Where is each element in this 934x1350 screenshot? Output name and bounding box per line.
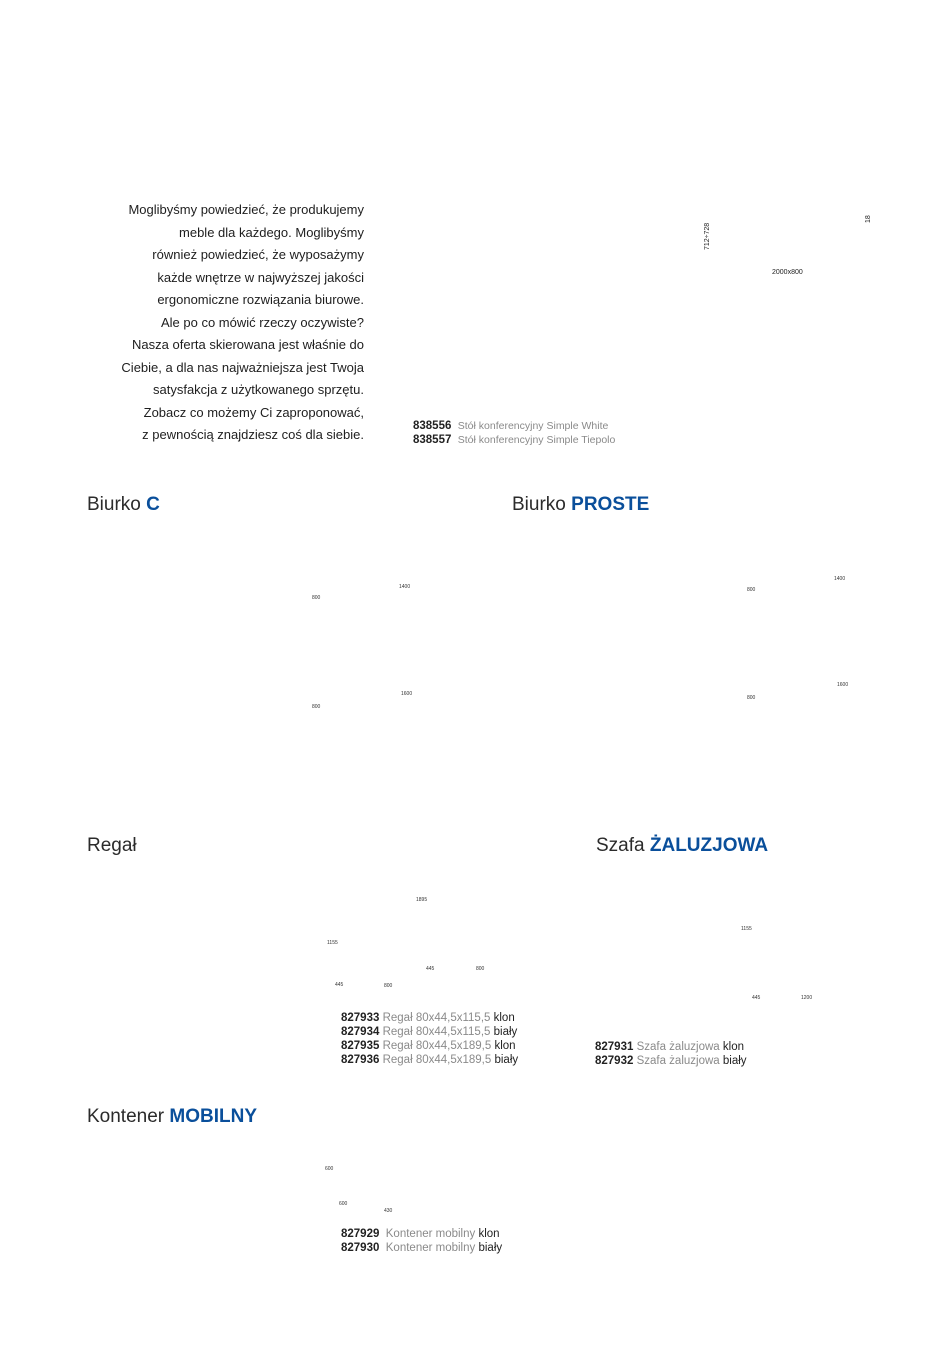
product-code-row [413, 433, 615, 447]
product-desc: Szafa żaluzjowa [636, 1041, 720, 1053]
product-code: 827929 [341, 1228, 380, 1240]
conference-table-top-dim: 18 [865, 215, 872, 223]
conference-table-codes [413, 419, 615, 447]
kontener-depth-dim: 600 [339, 1201, 348, 1207]
kontener-width-dim: 430 [384, 1208, 393, 1214]
product-desc: Kontener mobilny [385, 1242, 476, 1254]
biurko-c-width-dim: 1600 [401, 691, 413, 697]
product-code: 827931 [595, 1041, 634, 1053]
product-desc: Regał 80x44,5x115,5 [382, 1026, 491, 1038]
title-accent: PROSTE [571, 494, 650, 515]
title-accent: C [146, 494, 160, 515]
intro-line: Zobacz co możemy Ci zaproponować, [143, 404, 364, 420]
product-color: klon [493, 1012, 515, 1024]
product-desc: Stół konferencyjny Simple White [457, 420, 609, 432]
regal-depth-dim: 445 [426, 966, 435, 972]
biurko-c-depth-dim: 800 [312, 704, 321, 710]
intro-line: Ciebie, a dla nas najważniejsza jest Twoja [121, 359, 364, 375]
title-accent: ŻALUZJOWA [649, 835, 769, 856]
biurko-c-width-dim: 1400 [399, 584, 411, 590]
product-code-row [413, 419, 615, 433]
product-code: 838557 [413, 434, 452, 446]
szafa-depth-dim: 445 [752, 995, 761, 1001]
section-title-regal [87, 836, 137, 855]
product-code-row [341, 1025, 518, 1039]
title-regular: Szafa [596, 835, 645, 856]
regal-width-dim: 800 [384, 983, 393, 989]
section-title-szafa [596, 836, 768, 855]
product-code-row [341, 1227, 502, 1241]
regal-codes [341, 1011, 518, 1067]
intro-line: satysfakcja z użytkowanego sprzętu. [153, 382, 364, 397]
product-desc: Regał 80x44,5x189,5 [382, 1040, 492, 1052]
product-code: 827933 [341, 1012, 380, 1024]
product-color: biały [722, 1055, 747, 1067]
regal-depth-dim: 445 [335, 982, 344, 988]
product-color: biały [493, 1026, 518, 1038]
product-code: 827936 [341, 1054, 380, 1066]
intro-line: meble dla każdego. Moglibyśmy [179, 224, 364, 240]
product-color: klon [722, 1041, 744, 1053]
title-regular: Biurko [87, 494, 141, 515]
biurko-proste-depth-dim: 800 [747, 587, 756, 593]
szafa-width-dim: 1200 [801, 995, 813, 1001]
kontener-codes [341, 1227, 502, 1255]
product-color: klon [478, 1228, 500, 1240]
conference-table-size-dim: 2000x800 [772, 269, 803, 276]
intro-line: z pewnością znajdziesz coś dla siebie. [142, 427, 364, 442]
product-code: 827932 [595, 1055, 634, 1067]
product-code-row [341, 1241, 502, 1255]
product-color: klon [494, 1040, 516, 1052]
biurko-proste-width-dim: 1600 [837, 682, 849, 688]
product-code-row [595, 1040, 747, 1054]
biurko-proste-width-dim: 1400 [834, 576, 846, 582]
regal-tall-dim: 1895 [416, 897, 428, 903]
regal-width-dim: 800 [476, 966, 485, 972]
product-code: 827930 [341, 1242, 380, 1254]
product-code-row [341, 1053, 518, 1067]
product-code: 827935 [341, 1040, 380, 1052]
szafa-height-dim: 1155 [741, 926, 752, 932]
intro-paragraph [70, 199, 364, 447]
title-regular: Kontener [87, 1106, 165, 1127]
product-color: biały [494, 1054, 519, 1066]
product-code-row [341, 1011, 518, 1025]
section-title-biurko-proste [512, 495, 649, 514]
product-code: 827934 [341, 1026, 380, 1038]
title-regular: Regał [87, 835, 137, 856]
section-title-kontener [87, 1107, 257, 1126]
title-accent: MOBILNY [169, 1106, 258, 1127]
intro-line: Moglibyśmy powiedzieć, że produkujemy [128, 202, 364, 217]
szafa-codes [595, 1040, 747, 1068]
section-title-biurko-c [87, 495, 160, 514]
intro-line: również powiedzieć, że wyposażymy [152, 247, 364, 262]
product-desc: Regał 80x44,5x115,5 [382, 1012, 491, 1024]
product-desc: Regał 80x44,5x189,5 [382, 1054, 492, 1066]
product-desc: Stół konferencyjny Simple Tiepolo [457, 434, 616, 446]
intro-line: każde wnętrze w najwyższej jakości [157, 269, 364, 285]
biurko-c-depth-dim: 800 [312, 595, 321, 601]
biurko-proste-depth-dim: 800 [747, 695, 756, 701]
intro-line: Nasza oferta skierowana jest właśnie do [132, 337, 364, 352]
product-code-row [595, 1054, 747, 1068]
intro-line: ergonomiczne rozwiązania biurowe. [157, 292, 364, 307]
title-regular: Biurko [512, 494, 566, 515]
regal-low-dim: 1155 [327, 940, 338, 946]
product-desc: Szafa żaluzjowa [636, 1055, 720, 1067]
product-desc: Kontener mobilny [385, 1228, 476, 1240]
product-code-row [341, 1039, 518, 1053]
kontener-height-dim: 600 [325, 1166, 334, 1172]
product-code: 838556 [413, 420, 452, 432]
intro-line: Ale po co mówić rzeczy oczywiste? [160, 314, 364, 330]
product-color: biały [478, 1242, 503, 1254]
conference-table-height-dim: 712÷728 [704, 222, 711, 250]
